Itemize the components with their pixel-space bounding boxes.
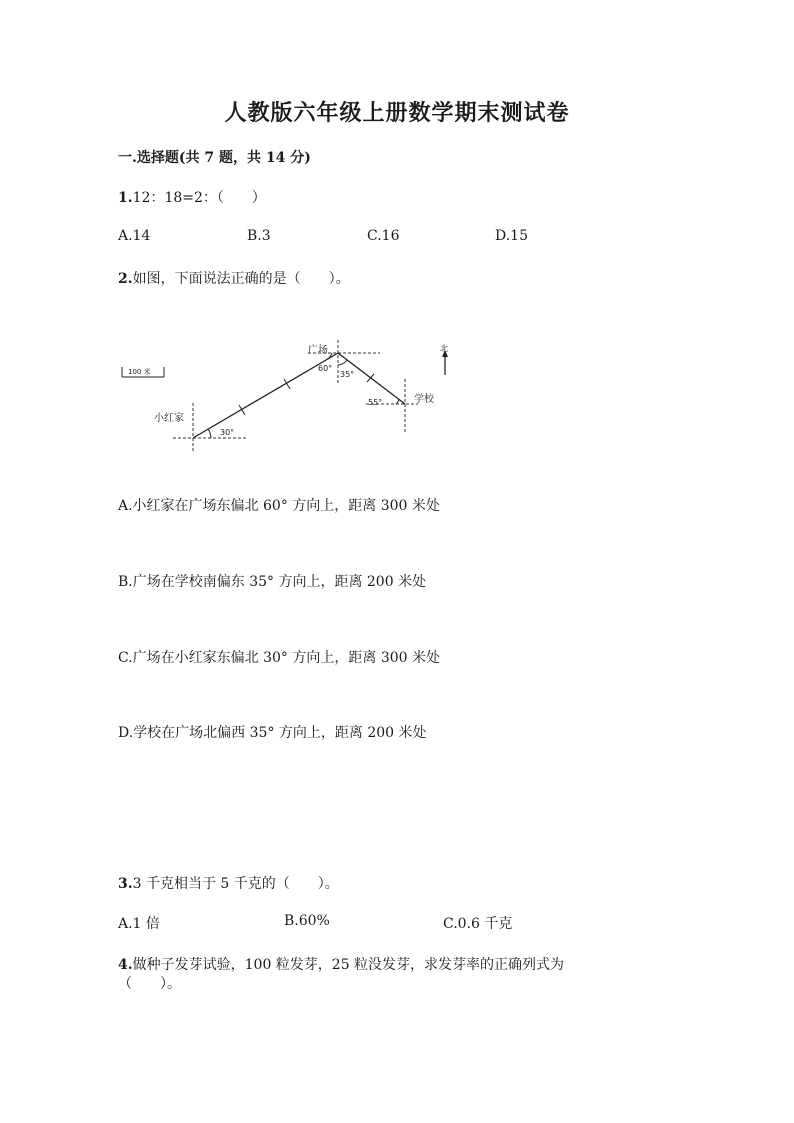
option-b: B.60% <box>284 913 330 929</box>
question-number: 1. <box>118 190 133 206</box>
section-heading: 一.选择题(共 7 题，共 14 分) <box>118 150 311 166</box>
label-home: 小红家 <box>154 413 184 424</box>
north-label: 北 <box>440 344 448 353</box>
question-4 <box>118 954 564 974</box>
page-title: 人教版六年级上册数学期末测试卷 <box>224 100 570 126</box>
question-stem: 如图，下面说法正确的是（ ）。 <box>132 271 350 287</box>
angle-60: 60° <box>318 364 333 373</box>
option-c: C.0.6 千克 <box>443 916 513 932</box>
question-stem: 3 千克相当于 5 千克的（ ）。 <box>132 876 339 892</box>
option-b: B.3 <box>247 228 271 244</box>
question-number: 2. <box>118 271 133 287</box>
scale-bar <box>122 367 164 377</box>
label-square: 广场 <box>308 345 328 356</box>
option-a: A.1 倍 <box>118 916 160 932</box>
option-b: B.广场在学校南偏东 35° 方向上，距离 200 米处 <box>118 574 427 590</box>
option-d: D.15 <box>495 228 528 244</box>
question-2 <box>118 268 350 288</box>
angle-55: 55° <box>368 398 383 407</box>
question-4-blank: （ ）。 <box>118 976 181 992</box>
question-1 <box>118 187 266 207</box>
option-a: A.小红家在广场东偏北 60° 方向上，距离 300 米处 <box>118 498 440 514</box>
north-arrow-icon <box>440 343 448 375</box>
label-school: 学校 <box>414 394 434 405</box>
scale-label: 100 米 <box>128 368 151 376</box>
question-3 <box>118 873 339 893</box>
angle-30: 30° <box>220 428 235 437</box>
question-stem: 12：18=2：（ ） <box>132 190 266 206</box>
question-stem: 做种子发芽试验，100 粒发芽，25 粒没发芽，求发芽率的正确列式为 <box>132 957 565 973</box>
angle-35: 35° <box>340 370 355 379</box>
option-d: D.学校在广场北偏西 35° 方向上，距离 200 米处 <box>118 725 427 741</box>
option-c: C.广场在小红家东偏北 30° 方向上，距离 300 米处 <box>118 650 440 666</box>
question-number: 3. <box>118 876 133 892</box>
direction-map-figure <box>118 335 468 455</box>
route-home-square <box>193 353 338 438</box>
question-number: 4. <box>118 957 133 973</box>
option-a: A.14 <box>118 228 151 244</box>
option-c: C.16 <box>367 228 400 244</box>
